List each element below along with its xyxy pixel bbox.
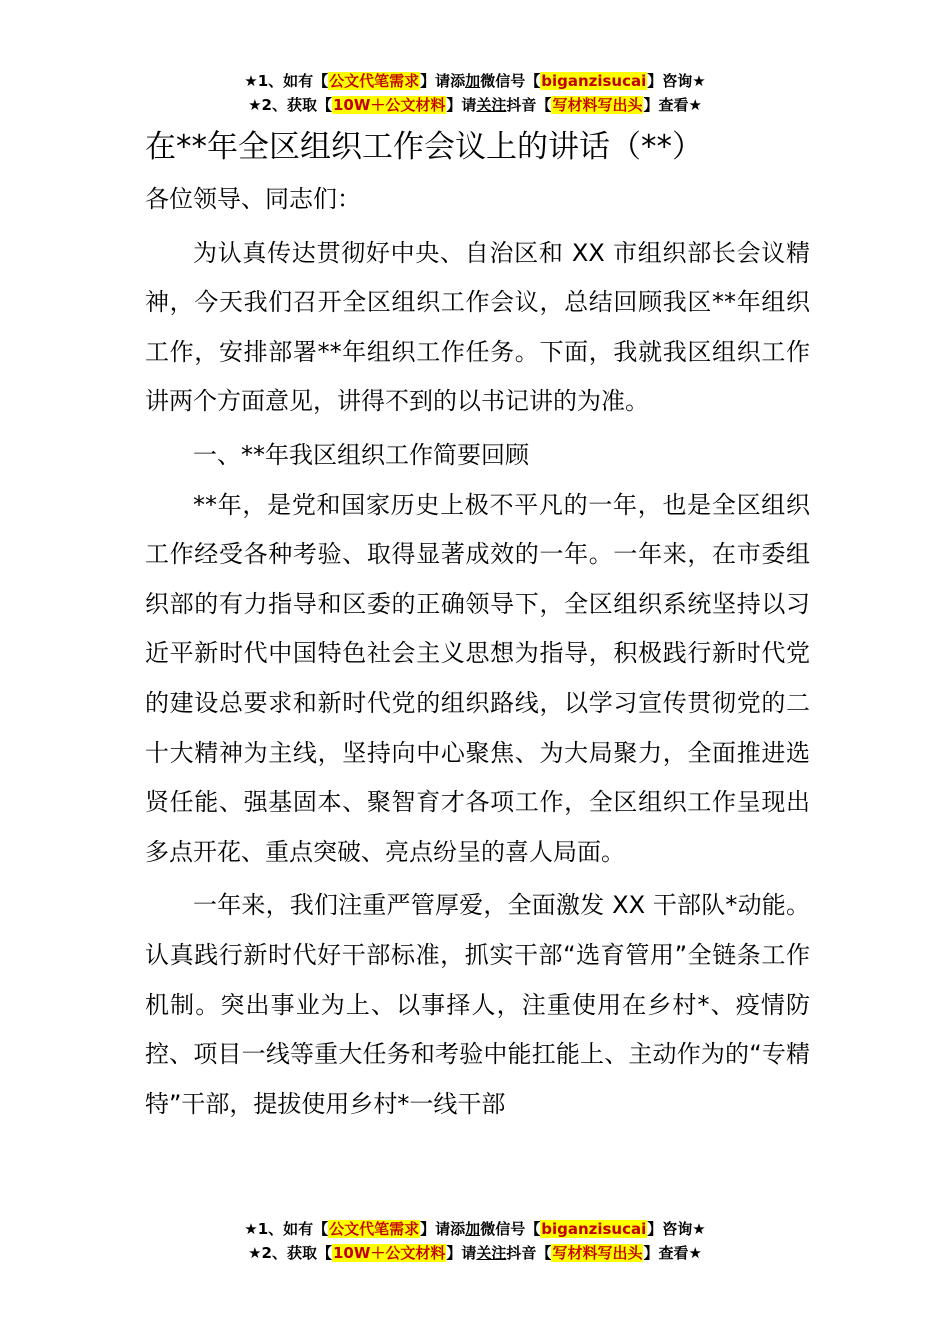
promo-line-2: [0, 1242, 950, 1266]
promo-text: 】查看: [643, 96, 689, 114]
promo-text: 】请添: [420, 72, 466, 90]
promo-text: 微信号【: [480, 1220, 541, 1238]
star-icon: ★: [244, 72, 258, 90]
promo-highlight: 10W＋公文材料: [332, 1244, 446, 1262]
salutation: 各位领导、同志们：: [145, 185, 361, 213]
promo-underline: 关注: [476, 1244, 507, 1262]
promo-line-2: [0, 94, 950, 118]
star-icon: ★: [244, 1220, 258, 1238]
document-body: [145, 175, 810, 1129]
promo-highlight: 公文代笔需求: [329, 1220, 420, 1238]
star-icon: ★: [692, 1220, 706, 1238]
promo-text: 抖音【: [506, 1244, 552, 1262]
star-icon: ★: [688, 1244, 702, 1262]
promo-footer: [0, 1218, 950, 1266]
paragraph: 为认真传达贯彻好中央、自治区和 XX 市组织部长会议精神，今天我们召开全区组织工作会议，总结回顾我区**年组织工作，安排部署**年组织工作任务。下面，我就我区组织工作讲两个方面意见，讲得不到的以书记讲的为准。: [145, 238, 810, 416]
star-icon: ★: [248, 96, 262, 114]
promo-underline: 加: [465, 1220, 481, 1238]
promo-line-1: [0, 70, 950, 94]
promo-text: 】请: [446, 96, 477, 114]
promo-highlight: biganzisucai: [541, 1220, 647, 1238]
promo-highlight: 10W＋公文材料: [332, 96, 446, 114]
paragraph: **年，是党和国家历史上极不平凡的一年，也是全区组织工作经受各种考验、取得显著成效的一年。一年来，在市委组织部的有力指导和区委的正确领导下，全区组织系统坚持以习近平新时代中国特色社会主义思想为指导，积极践行新时代党的建设总要求和新时代党的组织路线，以学习宣传贯彻党的二十大精神为主线，坚持向中心聚焦、为大局聚力，全面推进选贤任能、强基固本、聚智育才各项工作，全区组织工作呈现出多点开花、重点突破、亮点纷呈的喜人局面。: [145, 490, 810, 866]
promo-text: 1、如有【: [257, 1220, 329, 1238]
promo-highlight: 写材料写出头: [552, 96, 643, 114]
promo-text: 】咨询: [647, 1220, 693, 1238]
promo-header: [0, 70, 950, 118]
promo-underline: 关注: [476, 96, 507, 114]
promo-text: 2、获取【: [261, 96, 332, 114]
promo-text: 】请: [446, 1244, 477, 1262]
paragraph: 一年来，我们注重严管厚爱，全面激发 XX 干部队*动能。认真践行新时代好干部标准，抓实干部“选育管用”全链条工作机制。突出事业为上、以事择人，注重使用在乡村*、疫情防控、项目一线等重大任务和考验中能扛能上、主动作为的“专精特”干部，提拔使用乡村*一线干部: [145, 891, 810, 1118]
promo-text: 】请添: [420, 1220, 466, 1238]
star-icon: ★: [688, 96, 702, 114]
promo-text: 微信号【: [480, 72, 541, 90]
section-heading: 一、**年我区组织工作简要回顾: [193, 440, 529, 469]
star-icon: ★: [692, 72, 706, 90]
promo-highlight: biganzisucai: [541, 72, 647, 90]
promo-text: 2、获取【: [261, 1244, 332, 1262]
promo-line-1: [0, 1218, 950, 1242]
promo-text: 】查看: [643, 1244, 689, 1262]
promo-highlight: 写材料写出头: [552, 1244, 643, 1262]
promo-text: 1、如有【: [257, 72, 329, 90]
promo-text: 】咨询: [647, 72, 693, 90]
star-icon: ★: [248, 1244, 262, 1262]
promo-underline: 加: [465, 72, 481, 90]
promo-text: 抖音【: [506, 96, 552, 114]
document-title: 在**年全区组织工作会议上的讲话（**）: [145, 129, 703, 165]
promo-highlight: 公文代笔需求: [329, 72, 420, 90]
